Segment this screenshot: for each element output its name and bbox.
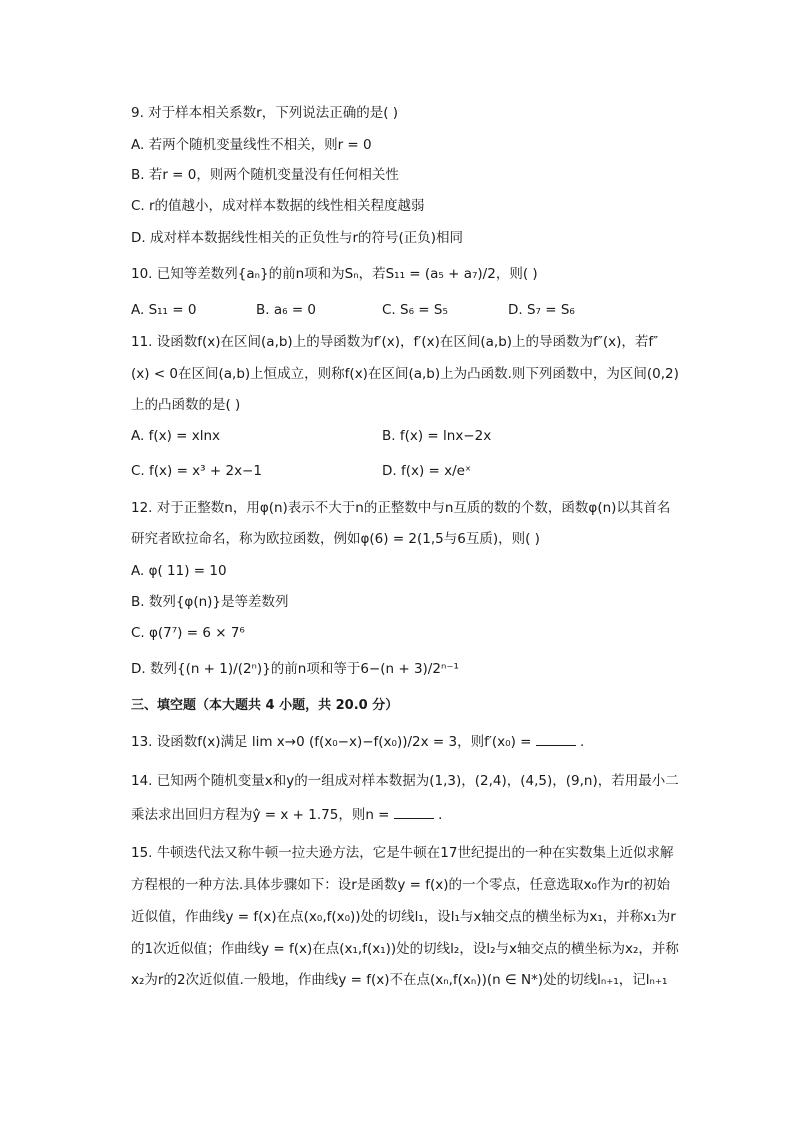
q14-line-1: 14. 已知两个随机变量x和y的一组成对样本数据为(1,3)，(2,4)，(4,5)，(9,n)，若用最小二 (131, 773, 679, 789)
q12-option-a: A. φ( 11) = 10 (131, 563, 227, 579)
q11-stem-line-2: (x) < 0在区间(a,b)上恒成立，则称f(x)在区间(a,b)上为凸函数.则下列函数中，为区间(0,2) (131, 366, 679, 382)
q12-option-b: B. 数列{φ(n)}是等差数列 (131, 594, 289, 610)
q11-option-d: D. f(x) = x/eˣ (382, 463, 471, 479)
q9-option-d: D. 成对样本数据线性相关的正负性与r的符号(正负)相同 (131, 230, 464, 246)
q15-line-3: 近似值，作曲线y = f(x)在点(x₀,f(x₀))处的切线l₁，设l₁与x轴交点的横坐标为x₁，并称x₁为r (131, 909, 676, 925)
q9-option-b: B. 若r = 0，则两个随机变量没有任何相关性 (131, 167, 399, 183)
q11-stem-line-1: 11. 设函数f(x)在区间(a,b)上的导函数为f′(x)，f′(x)在区间(a,b)上的导函数为f″(x)，若f″ (131, 334, 659, 350)
q14-text: 乘法求出回归方程为ŷ = x + 1.75，则n = (131, 807, 390, 823)
q11-stem-line-3: 上的凸函数的是( ) (131, 397, 241, 413)
q10-stem: 10. 已知等差数列{aₙ}的前n项和为Sₙ，若S₁₁ = (a₅ + a₇)/2，则( ) (131, 266, 538, 282)
q10-option-c: C. S₆ = S₅ (382, 302, 448, 318)
q15-line-4: 的1次近似值；作曲线y = f(x)在点(x₁,f(x₁))处的切线l₂，设l₂与x轴交点的横坐标为x₂，并称 (131, 941, 679, 957)
q11-option-c: C. f(x) = x³ + 2x−1 (131, 463, 262, 479)
q9-option-c: C. r的值越小，成对样本数据的线性相关程度越弱 (131, 198, 425, 214)
q14-answer-blank (394, 806, 434, 819)
q15-line-2: 方程根的一种方法.具体步骤如下：设r是函数y = f(x)的一个零点，任意选取x₀作为r的初始 (131, 877, 670, 893)
q13-text: 13. 设函数f(x)满足 lim x→0 (f(x₀−x)−f(x₀))/2x = 3，则f′(x₀) = (131, 734, 532, 750)
q9-stem: 9. 对于样本相关系数r，下列说法正确的是( ) (131, 105, 399, 121)
q14-tail: . (438, 807, 443, 823)
q9-option-a: A. 若两个随机变量线性不相关，则r = 0 (131, 137, 372, 153)
q15-line-5: x₂为r的2次近似值.一般地，作曲线y = f(x)不在点(xₙ,f(xₙ))(n ∈ N*)处的切线lₙ₊₁，记lₙ₊₁ (131, 972, 668, 988)
q13-line (131, 733, 584, 751)
section-3-title: 三、填空题（本大题共 4 小题，共 20.0 分） (131, 698, 399, 713)
q12-option-d: D. 数列{(n + 1)/(2ⁿ)}的前n项和等于6−(n + 3)/2ⁿ⁻¹ (131, 661, 459, 677)
q14-line-2 (131, 806, 442, 824)
q11-option-a: A. f(x) = xlnx (131, 428, 221, 444)
q10-option-a: A. S₁₁ = 0 (131, 302, 197, 318)
q12-stem-line-1: 12. 对于正整数n，用φ(n)表示不大于n的正整数中与n互质的数的个数，函数φ(n)以其首名 (131, 500, 671, 516)
q13-tail: . (580, 734, 585, 750)
q12-stem-line-2: 研究者欧拉命名，称为欧拉函数，例如φ(6) = 2(1,5与6互质)，则( ) (131, 531, 540, 547)
q11-option-b: B. f(x) = lnx−2x (382, 428, 492, 444)
q15-line-1: 15. 牛顿迭代法又称牛顿一拉夫逊方法，它是牛顿在17世纪提出的一种在实数集上近似求解 (131, 845, 674, 861)
q10-option-b: B. a₆ = 0 (256, 302, 317, 318)
q12-option-c: C. φ(7⁷) = 6 × 7⁶ (131, 625, 245, 641)
q13-answer-blank (536, 733, 576, 746)
q10-option-d: D. S₇ = S₆ (508, 302, 575, 318)
